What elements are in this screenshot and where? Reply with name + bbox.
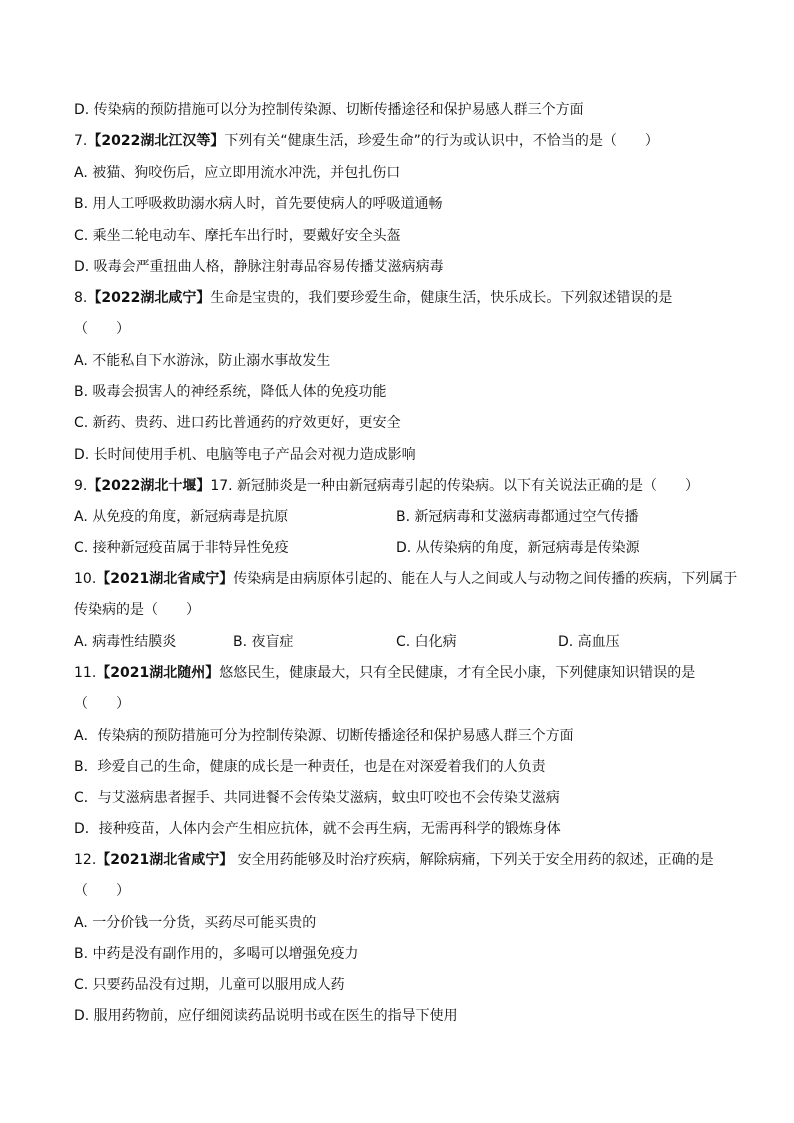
question-text: 传染病是由病原体引起的、能在人与人之间或人与动物之间传播的疾病，下列属于 (233, 571, 738, 587)
question-10-option-c: C. 白化病 (396, 634, 457, 650)
question-9-options-row-1 (74, 507, 724, 527)
question-10-stem (74, 569, 737, 589)
question-9-option-a: A. 从免疫的角度，新冠病毒是抗原 (74, 509, 289, 525)
question-number: 9. (74, 478, 88, 494)
question-11-option-a: A．传染病的预防措施可分为控制传染源、切断传播途径和保护易感人群三个方面 (74, 728, 574, 744)
question-7-option-c: C. 乘坐二轮电动车、摩托车出行时，要戴好安全头盔 (74, 228, 401, 244)
question-text: 生命是宝贵的，我们要珍爱生命，健康生活，快乐成长。下列叙述错误的是 (210, 290, 673, 306)
question-8-stem (74, 288, 672, 308)
question-8-option-d: D. 长时间使用手机、电脑等电子产品会对视力造成影响 (74, 447, 416, 463)
question-10-option-b: B. 夜盲症 (233, 634, 294, 650)
question-8-option-a: A. 不能私自下水游泳，防止溺水事故发生 (74, 353, 331, 369)
question-9-option-b: B. 新冠病毒和艾滋病毒都通过空气传播 (396, 509, 639, 525)
question-9-options-row-2 (74, 538, 724, 558)
question-11-option-b: B．珍爱自己的生命，健康的成长是一种责任，也是在对深爱着我们的人负责 (74, 759, 546, 775)
question-7-option-b: B. 用人工呼吸救助溺水病人时，首先要使病人的呼吸道通畅 (74, 196, 443, 212)
question-number: 11. (74, 665, 97, 681)
question-source: 【2021湖北随州】 (96, 665, 220, 681)
question-11-option-d: D．接种疫苗，人体内会产生相应抗体，就不会再生病，无需再科学的锻炼身体 (74, 821, 561, 837)
question-number: 7. (74, 133, 88, 149)
question-source: 【2021湖北省咸宁】 (96, 571, 234, 587)
question-10-option-a: A. 病毒性结膜炎 (74, 634, 177, 650)
question-12-answer-bracket: （ ） (74, 883, 130, 899)
question-7-option-d: D. 吸毒会严重扭曲人格，静脉注射毒品容易传播艾滋病病毒 (74, 259, 444, 275)
question-number: 12. (74, 852, 97, 868)
question-12-option-c: C. 只要药品没有过期，儿童可以服用成人药 (74, 977, 345, 993)
question-12-option-a: A. 一分价钱一分货，买药尽可能买贵的 (74, 915, 317, 931)
question-text: 17. 新冠肺炎是一种由新冠病毒引起的传染病。以下有关说法正确的是（ ） (210, 478, 700, 494)
question-text: 下列有关“健康生活，珍爱生命”的行为或认识中，不恰当的是（ ） (224, 133, 659, 149)
question-11-option-c: C．与艾滋病患者握手、共同进餐不会传染艾滋病，蚊虫叮咬也不会传染艾滋病 (74, 790, 560, 806)
question-number: 8. (74, 290, 88, 306)
question-10-stem-continued: 传染病的是（ ） (74, 602, 200, 618)
question-9-option-d: D. 从传染病的角度，新冠病毒是传染源 (396, 540, 640, 556)
question-12-option-b: B. 中药是没有副作用的，多喝可以增强免疫力 (74, 946, 359, 962)
question-8-answer-bracket: （ ） (74, 321, 130, 337)
question-number: 10. (74, 571, 97, 587)
question-7-option-a: A. 被猫、狗咬伤后，应立即用流水冲洗，并包扎伤口 (74, 165, 401, 181)
question-8-option-b: B. 吸毒会损害人的神经系统，降低人体的免疫功能 (74, 384, 387, 400)
question-source: 【2021湖北省咸宁】 (96, 852, 234, 868)
question-11-stem (74, 663, 695, 683)
question-source: 【2022湖北咸宁】 (87, 290, 211, 306)
question-9-stem (74, 476, 699, 496)
question-text: 悠悠民生，健康最大，只有全民健康，才有全民小康，下列健康知识错误的是 (219, 665, 696, 681)
question-source: 【2022湖北江汉等】 (87, 133, 225, 149)
previous-question-option-d: D. 传染病的预防措施可以分为控制传染源、切断传播途径和保护易感人群三个方面 (74, 102, 584, 118)
question-9-option-c: C. 接种新冠疫苗属于非特异性免疫 (74, 540, 289, 556)
question-text: 安全用药能够及时治疗疾病，解除病痛，下列关于安全用药的叙述，正确的是 (233, 852, 714, 868)
question-10-options-row (74, 632, 724, 652)
question-10-option-d: D. 高血压 (558, 634, 620, 650)
question-8-option-c: C. 新药、贵药、进口药比普通药的疗效更好，更安全 (74, 415, 401, 431)
question-source: 【2022湖北十堰】 (87, 478, 211, 494)
question-12-stem (74, 850, 714, 870)
question-7-stem (74, 131, 659, 151)
question-11-answer-bracket: （ ） (74, 696, 130, 712)
question-12-option-d: D. 服用药物前，应仔细阅读药品说明书或在医生的指导下使用 (74, 1008, 458, 1024)
